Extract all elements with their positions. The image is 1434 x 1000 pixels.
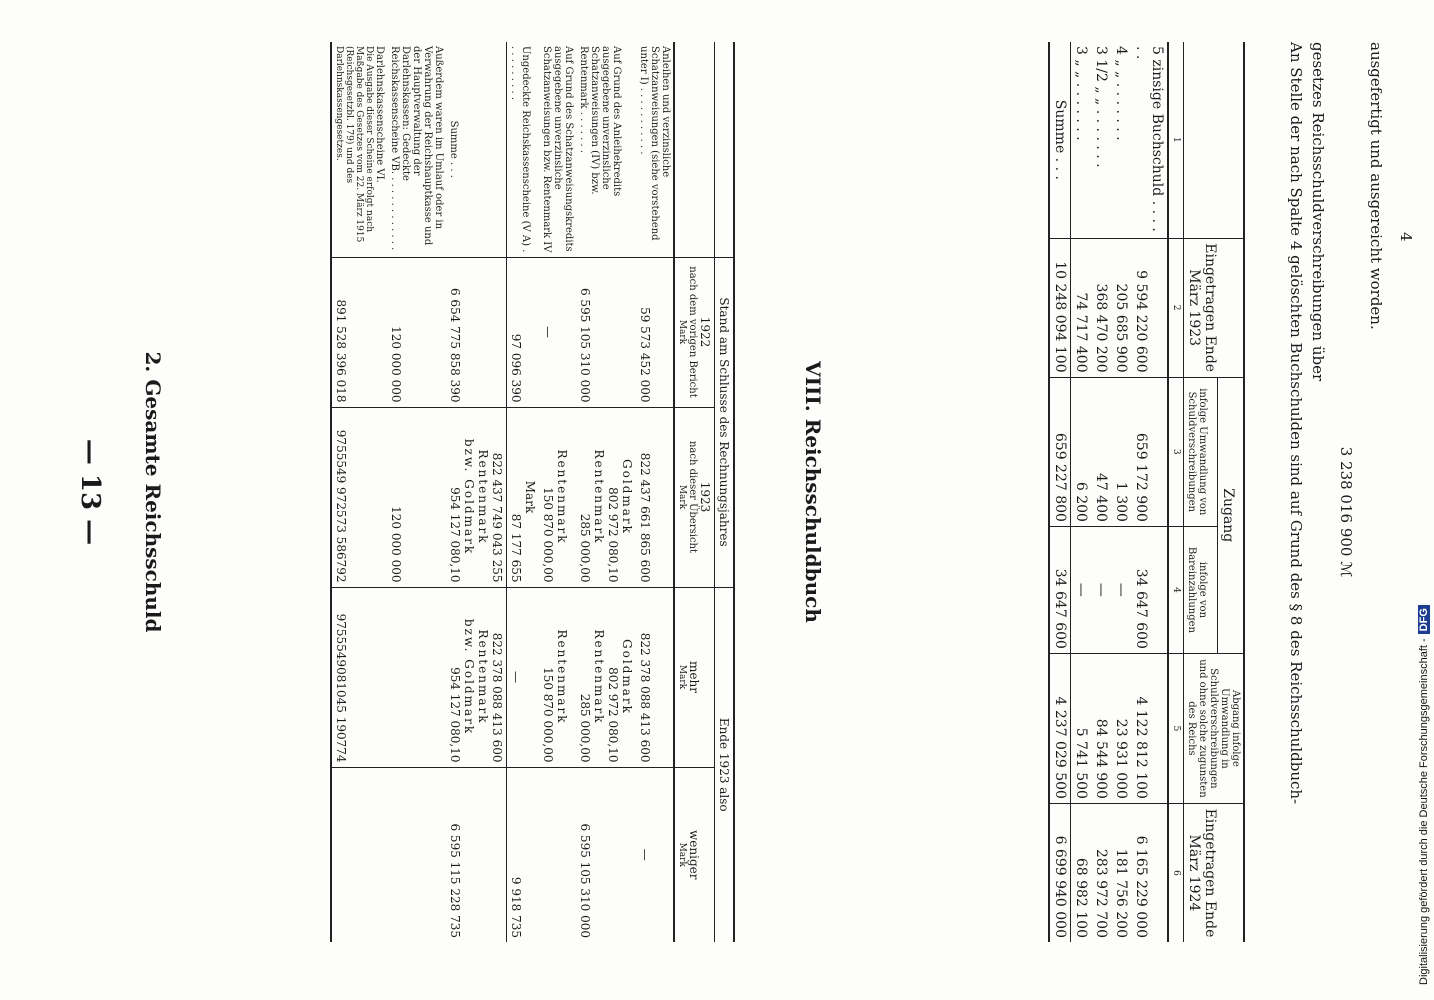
cell-1922: 120 000 000 — [387, 257, 446, 407]
cell-1922: 6 595 105 310 000 — [576, 257, 636, 407]
reichsschuldbuch-block — [835, 42, 1245, 942]
cell-c6: 6 165 229 000 — [1131, 803, 1168, 942]
header-1922: 1922 — [698, 316, 712, 348]
row-label: Auf Grund des Schatzanweisungskredits ausgegebene unverzinsliche Schatzanweisungen bzw. Rentenmark IV — [541, 46, 574, 253]
page-mark: 4 — [1397, 232, 1415, 242]
table-row — [1131, 42, 1168, 942]
cell-c4: 34 647 600 — [1049, 526, 1071, 653]
row-label: Summe . . . — [1049, 42, 1071, 238]
header-1923: 1923 — [698, 481, 712, 513]
header-unit-4: Mark — [677, 842, 687, 867]
cell-mehr-val-b: 285 000,00 — [578, 693, 592, 763]
table-row — [576, 42, 636, 942]
cell-c6: 68 982 100 — [1071, 803, 1092, 942]
cell-c2: 10 248 094 100 — [1049, 238, 1071, 377]
cell-1923-val: 87 177 655 — [509, 513, 523, 583]
header-1923-sub: nach dieser Übersicht — [687, 440, 698, 554]
header-unit-2: Mark — [677, 484, 687, 510]
cell-c4: — — [1111, 526, 1131, 653]
header-ende: Ende 1923 also — [715, 587, 735, 942]
cell-weniger — [387, 767, 446, 942]
cell-weniger: — — [636, 767, 674, 942]
cell-1923-unit-a: Goldmark — [620, 459, 634, 535]
header-weniger: weniger — [687, 830, 701, 880]
cell-mehr — [387, 587, 446, 767]
row-label: Anleihen und verzinsliche Schatzanweisungen (siehe vorstehend unter I) . . . . . . . . . . . — [638, 46, 671, 241]
table-row — [539, 42, 576, 942]
cell-1923-unit: Mark — [523, 480, 537, 514]
cell-c3: 6 200 — [1071, 377, 1092, 526]
cell-c3: 659 227 800 — [1049, 377, 1071, 526]
row-label: 5 zinsige Buchschuld . . . . . . — [1133, 46, 1165, 232]
cell-c3: 659 172 900 — [1131, 377, 1168, 526]
cell-1923-val-b: 285 000,00 — [578, 513, 592, 583]
cell-c5: 4 122 812 100 — [1131, 653, 1168, 803]
cell-mehr: 822 378 088 413 600 — [636, 587, 674, 767]
header-eingetragen-1923: Eingetragen Ende März 1923 — [1184, 238, 1245, 377]
cell-1922: 891 528 396 018 — [331, 257, 387, 407]
cell-1922: — — [539, 257, 576, 407]
header-mehr: mehr — [687, 661, 701, 693]
row-label: Ungedeckte Reichskassenscheine (V A) . . . . . . . . . . — [507, 42, 540, 257]
row-label: 4 „ „ . . . . . . . — [1113, 46, 1129, 141]
table-row — [1071, 42, 1092, 942]
colnum-3: 3 — [1168, 377, 1184, 526]
header-bareinzahlungen: infolge von Bareinzahlungen — [1184, 526, 1218, 653]
cell-1923-val: 150 870 000,00 — [541, 487, 555, 583]
cell-mehr-unit-a: Rentenmark — [476, 629, 490, 725]
cell-c6: 283 972 700 — [1091, 803, 1111, 942]
cell-c2: 74 717 400 — [1071, 238, 1092, 377]
header-stand: Stand am Schlusse des Rechnungsjahres — [715, 257, 735, 587]
cell-weniger: 6 595 115 228 735 — [446, 767, 507, 942]
cell-c4: — — [1091, 526, 1111, 653]
cell-mehr: 822 378 088 413 600 — [490, 632, 504, 763]
cell-c4: 34 647 600 — [1131, 526, 1168, 653]
cell-c6: 181 756 200 — [1111, 803, 1131, 942]
cell-1923: 822 437 661 865 600 — [636, 407, 674, 587]
cell-c6: 6 699 940 000 — [1049, 803, 1071, 942]
row-label: 3 1/2 „ „ . . . . . . . — [1093, 46, 1109, 168]
header-unit-3: Mark — [677, 664, 687, 690]
row-label: Außerdem waren im Umlauf oder in Verwahrung der Reichshauptkasse und der Hauptverwaltung der Darlehnskassen: Gedeckte Reichskassenscheine VB. . . . . . . . . . . . . — [389, 46, 444, 251]
cell-c5: 5 741 500 — [1071, 653, 1092, 803]
section1-title: 2. Gesamte Reichsschuld — [141, 351, 165, 633]
footnote-line1: An Stelle der nach Spalte 4 gelöschten Buchschulden sind auf Grund des § 8 des Reichsschuldbuch- — [1287, 42, 1305, 805]
page-number: — 13 — — [75, 438, 105, 546]
footnote-line2: gesetzes Reichsschuldverschreibungen über — [1309, 42, 1327, 382]
cell-c2: 9 594 220 600 — [1131, 238, 1168, 377]
cell-1923: 120 000 000 — [387, 407, 446, 587]
cell-mehr: — — [507, 587, 540, 767]
table-row-sum — [1049, 42, 1071, 942]
cell-c3: 1 300 — [1111, 377, 1131, 526]
section2-title: VIII. Reichsschuldbuch — [801, 361, 825, 623]
table-row-sum — [446, 42, 507, 942]
header-umwandlung: infolge Umwandlung von Schuldverschreibungen — [1184, 377, 1218, 526]
colnum-2: 2 — [1168, 238, 1184, 377]
reichsschuld-grid — [330, 42, 735, 942]
cell-c4: — — [1071, 526, 1092, 653]
dfg-logo: DFG — [1418, 605, 1430, 634]
footnote-amount: 3 238 016 900 ℳ — [1337, 446, 1355, 578]
cell-mehr: 9755549081045 190774 — [331, 587, 387, 767]
reichsschuld-block — [175, 42, 735, 942]
colnum-1: 1 — [1168, 42, 1184, 238]
footnote-line3: ausgefertigt und ausgereicht worden. — [1367, 42, 1385, 330]
header-unit-1: Mark — [677, 319, 687, 345]
cell-1922: 59 573 452 000 — [636, 257, 674, 407]
cell-1923-unit-a: Rentenmark — [476, 449, 490, 545]
table-row — [507, 42, 540, 942]
table-row — [636, 42, 674, 942]
row-label: Darlehnskassenscheine VI. — [374, 46, 385, 183]
row-note: Die Ausgabe dieser Scheine erfolgt nach Maßgabe des Gesetzes vom 22. März 1915 (Reichsgesetzbl. 179) und des Darlehnskassengesetzes. — [334, 46, 374, 243]
cell-c2: 368 470 200 — [1091, 238, 1111, 377]
header-eingetragen-1924: Eingetragen Ende März 1924 — [1184, 803, 1245, 942]
header-abgang: Abgang infolge Umwandlung in Schuldverschreibungen und ohne solche zugunsten des Reichs — [1184, 653, 1245, 803]
table-row — [331, 42, 387, 942]
cell-c5: 4 237 029 500 — [1049, 653, 1071, 803]
cell-1922: 97 096 390 — [507, 257, 540, 407]
cell-1923-val-a: 802 972 080,10 — [606, 487, 620, 583]
cell-1923-unit-b: Rentenmark — [592, 449, 606, 545]
cell-weniger — [331, 767, 387, 942]
cell-mehr-val-a: 802 972 080,10 — [606, 667, 620, 763]
cell-mehr-unit: Rentenmark — [555, 629, 569, 725]
table-row — [1091, 42, 1111, 942]
cell-weniger: 6 595 105 310 000 — [576, 767, 636, 942]
row-label: Auf Grund des Anleihekredits ausgegebene unverzinsliche Schatzanweisungen (IV) bzw. Rentenmark . . . . . . . — [578, 46, 622, 197]
row-label: Summe . . . — [448, 120, 459, 178]
cell-1922: 6 654 775 858 390 — [446, 257, 507, 407]
table-row — [387, 42, 446, 942]
colnum-4: 4 — [1168, 526, 1184, 653]
cell-c3: 47 400 — [1091, 377, 1111, 526]
cell-1923: 822 437 749 043 255 — [490, 452, 504, 583]
cell-mehr-unit-b: Rentenmark — [592, 629, 606, 725]
cell-mehr-val: 150 870 000,00 — [541, 667, 555, 763]
row-label: 3 „ „ . . . . . . . — [1071, 42, 1092, 238]
cell-mehr-unit-b: bzw. Goldmark — [462, 618, 476, 736]
reichsschuldbuch-grid — [1048, 42, 1245, 942]
colnum-5: 5 — [1168, 653, 1184, 803]
rotated-page-content — [0, 42, 1415, 942]
colnum-6: 6 — [1168, 803, 1184, 942]
header-1922-sub: nach dem vorigen Bericht — [687, 266, 698, 398]
cell-c5: 84 544 900 — [1091, 653, 1111, 803]
table-row — [1111, 42, 1131, 942]
cell-mehr-val: 954 127 080,10 — [448, 667, 462, 763]
sidebar-credit — [1418, 10, 1434, 990]
cell-c5: 23 931 000 — [1111, 653, 1131, 803]
cell-weniger: 9 918 735 — [507, 767, 540, 942]
cell-weniger — [539, 767, 576, 942]
cell-mehr-unit-a: Goldmark — [620, 639, 634, 715]
cell-1923-unit: Rentenmark — [555, 449, 569, 545]
cell-1923: 9755549 972573 586792 — [331, 407, 387, 587]
cell-1923-unit-b: bzw. Goldmark — [462, 438, 476, 556]
header-zugang: Zugang — [1217, 377, 1244, 653]
sidebar-text: Digitalisierung gefördert durch die Deutsche Forschungsgemeinschaft - — [1418, 638, 1430, 985]
cell-1923-val: 954 127 080,10 — [448, 487, 462, 583]
cell-c2: 205 685 900 — [1111, 238, 1131, 377]
